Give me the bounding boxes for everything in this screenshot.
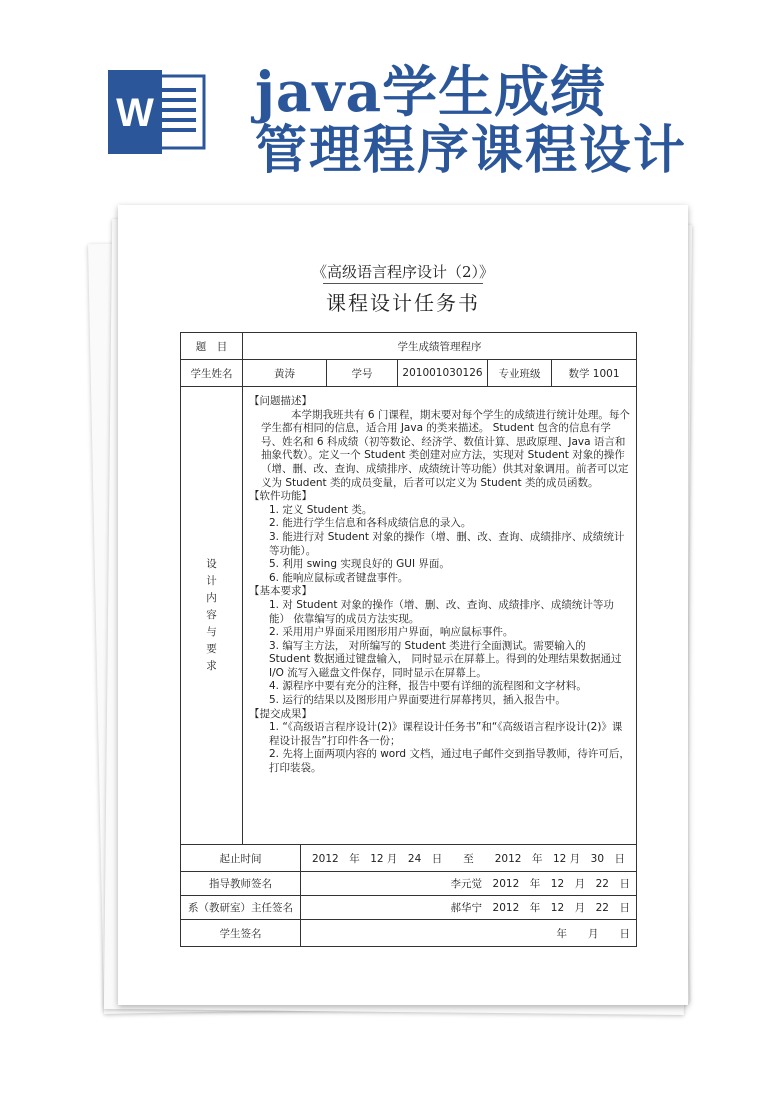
id-value: 201001030126 — [398, 360, 488, 387]
topic-value: 学生成绩管理程序 — [243, 333, 637, 360]
requirement-item: 5. 运行的结果以及图形用户界面要进行屏幕拷贝，插入报告中。 — [269, 694, 566, 707]
design-label-char: 与 — [206, 626, 217, 638]
requirement-item: 4. 源程序中要有充分的注释，报告中要有详细的流程图和文字材料。 — [269, 680, 587, 693]
problem-section-title: 【问题描述】 — [249, 395, 312, 407]
requirement-item: 1. 对 Student 对象的操作（增、删、改、查询、成绩排序、成绩统计等功能） 依靠编写的成员方法实现。 — [269, 598, 614, 625]
requirement-section-title: 【基本要求】 — [249, 585, 312, 598]
period-label: 起止时间 — [181, 845, 301, 872]
submit-item: 2. 先将上面两项内容的 word 文档，通过电子邮件交到指导教师，待许可后， 打印装袋。 — [269, 748, 630, 775]
row-student-signature — [181, 920, 637, 947]
requirement-item: 2. 采用用户界面采用图形用户界面，响应鼠标事件。 — [269, 626, 514, 639]
task-form-table — [180, 332, 637, 947]
title-underline — [323, 283, 483, 284]
row-topic — [181, 333, 637, 360]
submit-section-title: 【提交成果】 — [249, 707, 312, 720]
page-title-line2: 管理程序课程设计 — [255, 120, 688, 181]
id-label: 学号 — [327, 360, 398, 387]
design-label-char: 要 — [206, 643, 217, 655]
student-signature-label: 学生签名 — [181, 920, 301, 947]
problem-text: 本学期我班共有 6 门课程，期末要对每个学生的成绩进行统计处理。每个学生都有相同的信息，适合用 Java 的类来描述。 Student 包含的信息有学号、姓名和 6 科成绩（初等数论、经济学、数值计算、思政原理、Java 语言和抽象代数）。定义一个 Student 类创建对应方法，实现对 Student 对象的操作（增、删、改、查询、成绩排序、成绩统计等功能）供其对象调用。前者可以定义为 Student 类的成员变量，后者可以定义为 Student 类的成员函数。 — [261, 408, 630, 489]
row-student-info — [181, 360, 637, 387]
class-value: 数学 1001 — [552, 360, 637, 387]
advisor-signature: 李元觉 2012 年 12 月 22 日 — [301, 872, 637, 896]
design-label-char: 求 — [206, 660, 217, 672]
period-value: 2012 年 12 月 24 日 至 2012 年 12 月 30 日 — [301, 845, 637, 872]
design-label-char: 容 — [206, 609, 217, 621]
requirement-item: 3. 编写主方法， 对所编写的 Student 类进行全面测试。需要输入的 Student 数据通过键盘输入， 同时显示在屏幕上。得到的处理结果数据通过 I/O 流写入磁盘文件保存，同时显示在屏幕上。 — [269, 639, 622, 679]
name-label: 学生姓名 — [181, 360, 243, 387]
submit-item: 1. “《高级语言程序设计(2)》课程设计任务书”和“《高级语言程序设计(2)》课程设计报告”打印件各一份； — [269, 721, 623, 747]
class-label: 专业班级 — [488, 360, 552, 387]
document-subtitle: 课程设计任务书 — [326, 291, 480, 315]
design-label-char: 内 — [206, 592, 217, 604]
course-title: 《高级语言程序设计（2）》 — [311, 263, 495, 281]
director-label: 系（教研室）主任签名 — [181, 896, 301, 920]
function-item: 2. 能进行学生信息和各科成绩信息的录入。 — [269, 517, 472, 530]
advisor-label: 指导教师签名 — [181, 872, 301, 896]
row-advisor — [181, 872, 637, 896]
topic-label: 题 目 — [181, 333, 243, 360]
function-item: 3. 能进行对 Student 对象的操作（增、删、改、查询、成绩排序、成绩统计等功能）。 — [269, 530, 625, 557]
row-period — [181, 845, 637, 872]
logo-letter: W — [116, 91, 154, 135]
design-content — [243, 387, 637, 845]
row-director — [181, 896, 637, 920]
student-signature-date: 年 月 日 — [301, 920, 637, 947]
function-item: 5. 利用 swing 实现良好的 GUI 界面。 — [269, 558, 450, 571]
design-label — [181, 387, 243, 845]
function-item: 1. 定义 Student 类。 — [269, 503, 373, 516]
name-value: 黄涛 — [243, 360, 327, 387]
document-sheet — [118, 205, 688, 1005]
word-logo-icon — [108, 70, 208, 154]
design-label-char: 设 — [206, 558, 217, 570]
design-label-char: 计 — [206, 575, 217, 587]
function-section-title: 【软件功能】 — [249, 490, 312, 503]
page-title-line1: java学生成绩 — [255, 59, 607, 124]
function-item: 6. 能响应鼠标或者键盘事件。 — [269, 571, 409, 584]
row-design-content — [181, 387, 637, 845]
director-signature: 郝华宁 2012 年 12 月 22 日 — [301, 896, 637, 920]
